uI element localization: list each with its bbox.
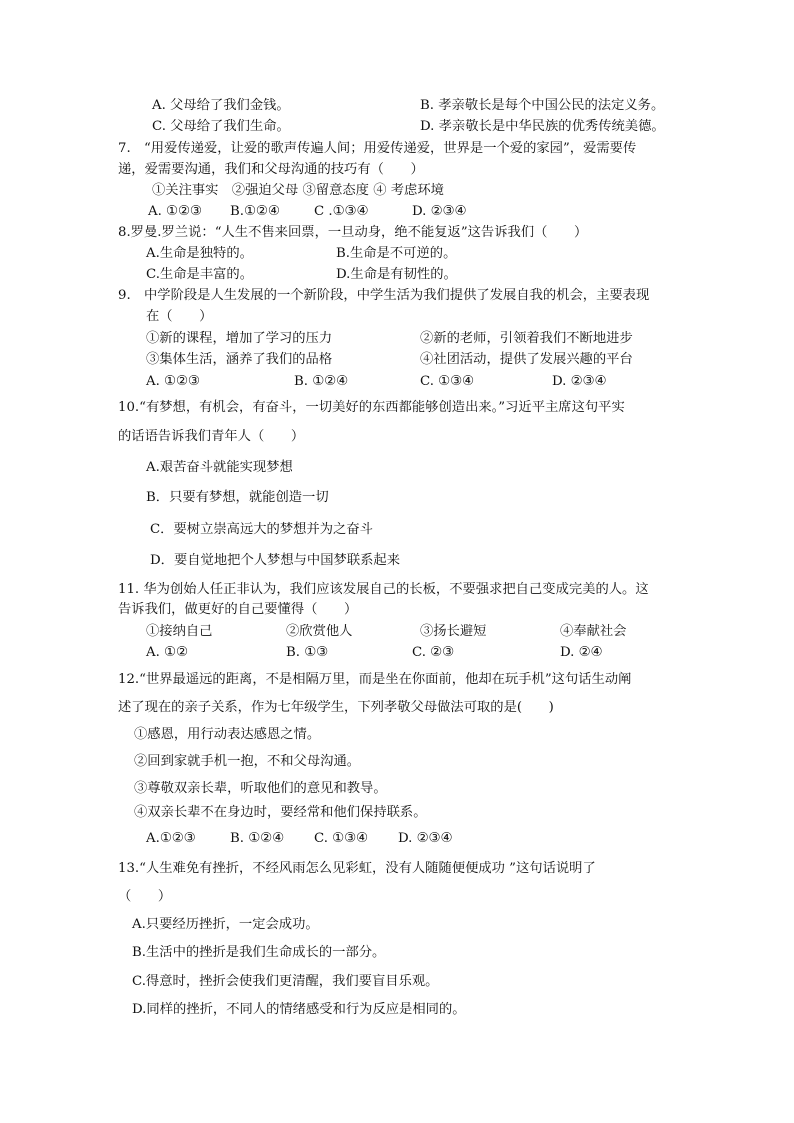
- q10-option-a: A.艰苦奋斗就能实现梦想: [146, 460, 293, 475]
- q12-item-2: ②回到家就手机一抱，不和父母沟通。: [134, 754, 361, 769]
- q9-option-d: D. ②③④: [552, 374, 607, 389]
- q11-item-4: ④奉献社会: [560, 624, 627, 639]
- q11-option-c: C. ②③: [412, 645, 454, 660]
- q11-item-1: ①接纳自己: [146, 624, 213, 639]
- q8-option-b: B.生命是不可逆的。: [336, 246, 457, 261]
- q13-option-b: B.生活中的挫折是我们生命成长的一部分。: [132, 945, 386, 960]
- q12-option-d: D. ②③④: [398, 831, 453, 846]
- q12-item-4: ④双亲长辈不在身边时，要经常和他们保持联系。: [134, 805, 427, 820]
- q12-item-1: ①感恩，用行动表达感恩之情。: [134, 727, 321, 742]
- q10-stem-line1: 10.“有梦想，有机会，有奋斗，一切美好的东西都能够创造出来。”习近平主席这句平实: [118, 400, 625, 415]
- q11-stem-line1: 11. 华为创始人任正非认为，我们应该发展自己的长板，不要强求把自己变成完美的人。这: [118, 582, 649, 597]
- q9-item-3: ③集体生活，涵养了我们的品格: [146, 352, 333, 367]
- q11-item-2: ②欣赏他人: [286, 624, 353, 639]
- q7-stem-line2: 递，爱需要沟通，我们和父母沟通的技巧有（ ）: [118, 162, 424, 177]
- q7-option-d: D. ②③④: [412, 204, 467, 219]
- q9-stem-line2: 在（ ）: [146, 309, 213, 324]
- q8-option-a: A.生命是独特的。: [146, 246, 253, 261]
- q11-option-a: A. ①②: [146, 645, 188, 660]
- q8-option-d: D.生命是有韧性的。: [336, 267, 457, 282]
- q9-option-a: A. ①②③: [146, 374, 200, 389]
- q11-option-b: B. ①③: [286, 645, 329, 660]
- q13-option-d: D.同样的挫折，不同人的情绪感受和行为反应是相同的。: [132, 1002, 466, 1017]
- q7-items: ①关注事实 ②强迫父母 ③留意态度 ④ 考虑环境: [152, 183, 444, 198]
- q9-option-c: C. ①③④: [420, 374, 474, 389]
- q13-option-c: C.得意时，挫折会使我们更清醒，我们要盲目乐观。: [132, 974, 439, 989]
- q11-item-3: ③扬长避短: [420, 624, 487, 639]
- q6-option-c: C. 父母给了我们生命。: [152, 119, 290, 134]
- q6-option-a: A. 父母给了我们金钱。: [152, 98, 290, 113]
- q9-option-b: B. ①②④: [294, 374, 348, 389]
- q8-option-c: C.生命是丰富的。: [146, 267, 254, 282]
- q12-item-3: ③尊敬双亲长辈，听取他们的意见和教导。: [134, 781, 387, 796]
- q13-stem-line2: （ ）: [118, 889, 172, 904]
- q12-stem-line1: 12.“世界最遥远的距离，不是相隔万里，而是坐在你面前，他却在玩手机”这句话生动阐: [118, 672, 632, 687]
- q7-option-a: A. ①②③: [148, 204, 202, 219]
- q9-item-1: ①新的课程，增加了学习的压力: [146, 331, 333, 346]
- q9-stem-line1: 9. 中学阶段是人生发展的一个新阶段，中学生活为我们提供了发展自我的机会，主要表现: [118, 288, 650, 303]
- q9-item-4: ④社团活动，提供了发展兴趣的平台: [420, 352, 633, 367]
- q7-option-c: C .①③④: [314, 204, 369, 219]
- q10-stem-line2: 的话语告诉我们青年人（ ）: [118, 429, 305, 444]
- q8-stem: 8.罗曼.罗兰说：“人生不售来回票，一旦动身，绝不能复返”这告诉我们（ ）: [118, 225, 588, 240]
- q12-option-a: A.①②③: [146, 831, 196, 846]
- q10-option-b: B．只要有梦想，就能创造一切: [146, 490, 329, 505]
- q12-stem-line2: 述了现在的亲子关系，作为七年级学生，下列孝敬父母做法可取的是( ): [118, 700, 554, 715]
- q6-option-b: B. 孝亲敬长是每个中国公民的法定义务。: [420, 98, 665, 113]
- q12-option-b: B. ①②④: [230, 831, 284, 846]
- q10-option-d: D．要自觉地把个人梦想与中国梦联系起来: [150, 553, 401, 568]
- q9-item-2: ②新的老师，引领着我们不断地进步: [420, 331, 633, 346]
- q13-option-a: A.只要经历挫折，一定会成功。: [132, 917, 319, 932]
- q6-option-d: D. 孝亲敬长是中华民族的优秀传统美德。: [420, 119, 665, 134]
- q11-stem-line2: 告诉我们，做更好的自己要懂得（ ）: [118, 602, 358, 617]
- q7-option-b: B.①②④: [230, 204, 280, 219]
- q12-option-c: C. ①③④: [314, 831, 368, 846]
- q11-option-d: D. ②④: [560, 645, 603, 660]
- q13-stem-line1: 13.“人生难免有挫折，不经风雨怎么见彩虹，没有人随随便便成功 ”这句话说明了: [118, 861, 596, 876]
- q10-option-c: C．要树立崇高远大的梦想并为之奋斗: [150, 522, 373, 537]
- q7-stem-line1: 7. “用爱传递爱，让爱的歌声传遍人间；用爱传递爱，世界是一个爱的家园”，爱需要传: [118, 141, 637, 156]
